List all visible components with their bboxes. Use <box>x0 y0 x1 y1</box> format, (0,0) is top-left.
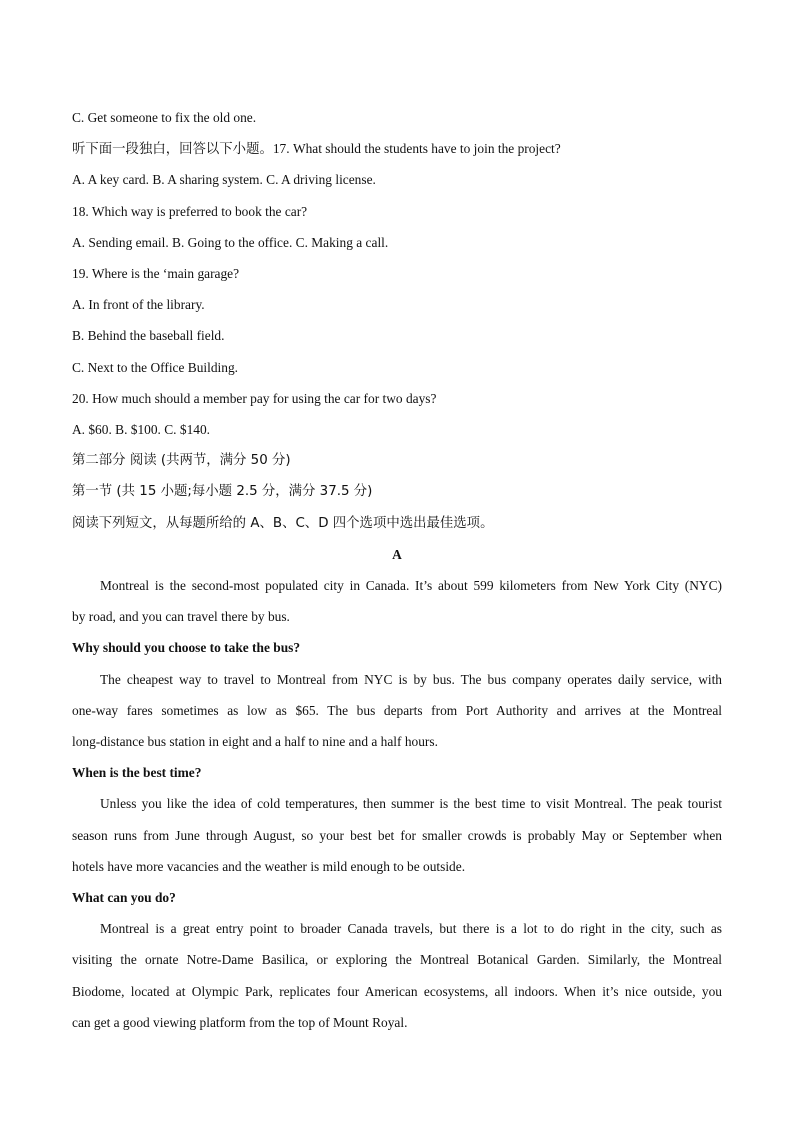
q17-options: A. A key card. B. A sharing system. C. A driving license. <box>72 172 376 188</box>
paragraph-3-line-1: Unless you like the idea of cold temperatures, then summer is the best time to visit Montreal. The peak tourist <box>100 796 722 812</box>
q16-option-c: C. Get someone to fix the old one. <box>72 110 257 125</box>
section-heading-activities: What can you do? <box>72 890 176 906</box>
q20-options: A. $60. B. $100. C. $140. <box>72 422 211 438</box>
passage-label: A <box>392 546 402 562</box>
paragraph-3-line-3: hotels have more vacancies and the weather is mild enough to be outside. <box>72 858 466 874</box>
paragraph-2-line-3: long-distance bus station in eight and a half to nine and a half hours. <box>72 734 438 750</box>
q18-options: A. Sending email. B. Going to the office. C. Making a call. <box>72 234 389 250</box>
q19-option-c: C. Next to the Office Building. <box>72 359 238 375</box>
q19-question: 19. Where is the ‘main garage? <box>72 266 240 282</box>
reading-section-title: 第一节 (共 15 小题;每小题 2.5 分，满分 37.5 分) <box>72 484 373 500</box>
paragraph-2-line-1: The cheapest way to travel to Montreal from NYC is by bus. The bus company operates daily service, with <box>100 671 722 687</box>
q19-option-a: A. In front of the library. <box>72 297 205 313</box>
section-heading-bus: Why should you choose to take the bus? <box>72 640 301 656</box>
section-heading-best-time: When is the best time? <box>72 765 202 781</box>
reading-part-title: 第二部分 阅读 (共两节，满分 50 分) <box>72 453 291 469</box>
q20-question: 20. How much should a member pay for using the car for two days? <box>72 390 437 406</box>
q19-option-b: B. Behind the baseball field. <box>72 328 225 344</box>
paragraph-1-line-2: by road, and you can travel there by bus. <box>72 609 290 625</box>
q17-intro: 听下面一段独白，回答以下小题。17. What should the students have to join the project? <box>72 141 561 157</box>
reading-instruction: 阅读下列短文，从每题所给的 A、B、C、D 四个选项中选出最佳选项。 <box>72 515 494 531</box>
paragraph-4-line-1: Montreal is a great entry point to broader Canada travels, but there is a lot to do right in the city, such as <box>100 921 722 937</box>
paragraph-1-line-1: Montreal is the second-most populated city in Canada. It’s about 599 kilometers from New York City (NYC) <box>100 578 722 594</box>
document-page <box>72 102 722 1038</box>
paragraph-3-line-2: season runs from June through August, so your best bet for smaller crowds is probably May or September when <box>72 827 722 843</box>
paragraph-4-line-2: visiting the ornate Notre-Dame Basilica, or exploring the Montreal Botanical Garden. Similarly, the Montreal <box>72 952 722 968</box>
paragraph-4-line-4: can get a good viewing platform from the top of Mount Royal. <box>72 1014 408 1030</box>
paragraph-2-line-2: one-way fares sometimes as low as $65. The bus departs from Port Authority and arrives at the Montreal <box>72 702 722 718</box>
q18-question: 18. Which way is preferred to book the car? <box>72 203 308 219</box>
paragraph-4-line-3: Biodome, located at Olympic Park, replicates four American ecosystems, all indoors. When it’s nice outside, you <box>72 983 722 999</box>
